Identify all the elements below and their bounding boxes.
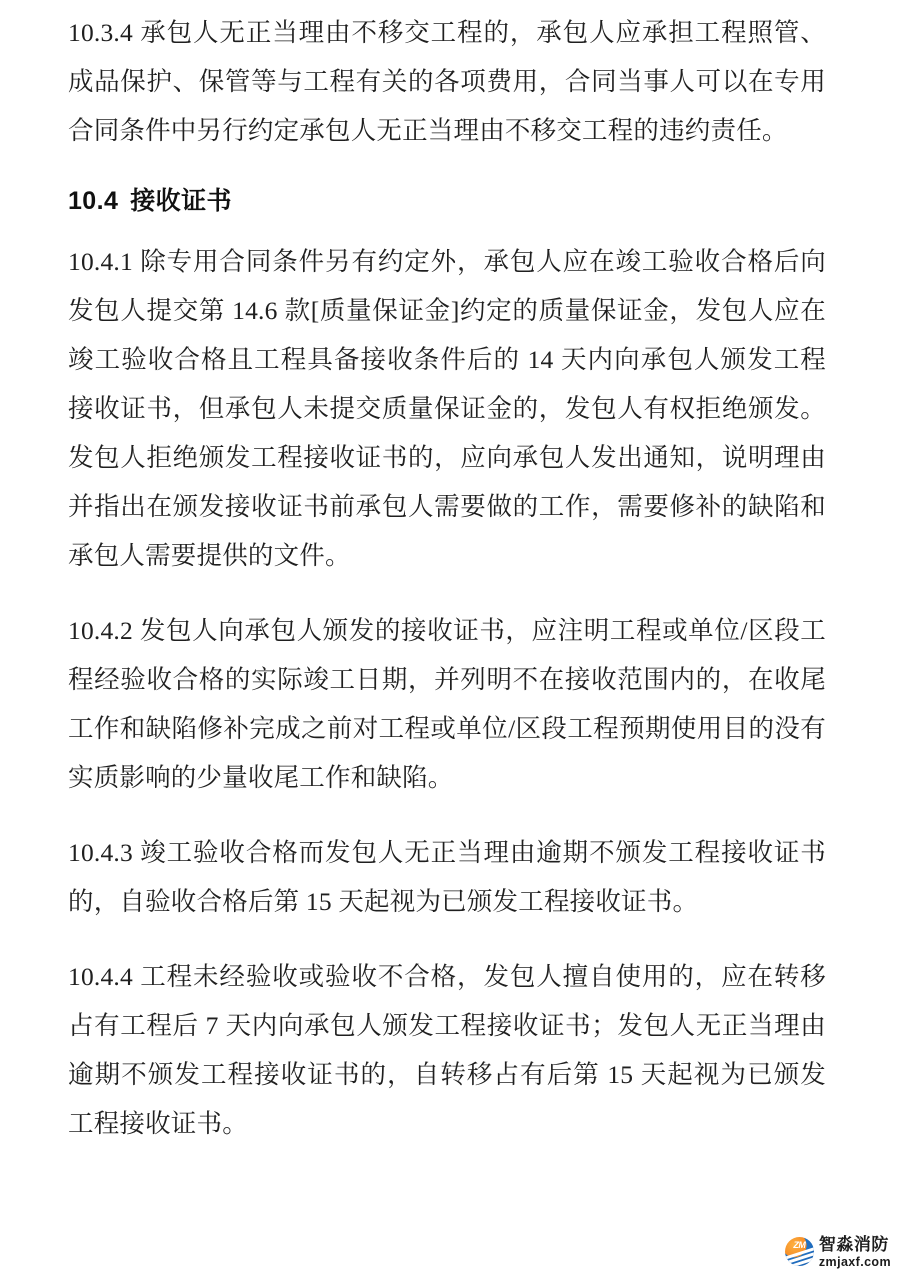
watermark-text-block	[819, 1236, 891, 1269]
watermark-site-url: zmjaxf.com	[818, 1254, 891, 1269]
section-heading-number: 10.4	[68, 187, 119, 215]
paragraph-10-4-3: 10.4.3 竣工验收合格而发包人无正当理由逾期不颁发工程接收证书的，自验收合格后第 15 天起视为已颁发工程接收证书。	[68, 838, 826, 916]
logo-monogram: ZM	[793, 1240, 806, 1251]
document-body	[68, 0, 826, 1148]
paragraph-10-4-2: 10.4.2 发包人向承包人颁发的接收证书，应注明工程或单位/区段工程经验收合格的实际竣工日期，并列明不在接收范围内的，在收尾工作和缺陷修补完成之前对工程或单位/区段工程预期使用目的没有实质影响的少量收尾工作和缺陷。	[68, 616, 826, 792]
company-logo-icon	[785, 1237, 814, 1266]
section-heading-10-4	[68, 181, 826, 221]
paragraph-10-3-4: 10.3.4 承包人无正当理由不移交工程的，承包人应承担工程照管、成品保护、保管等与工程有关的各项费用，合同当事人可以在专用合同条件中另行约定承包人无正当理由不移交工程的违约责任。	[68, 18, 826, 145]
paragraph-10-4-4: 10.4.4 工程未经验收或验收不合格，发包人擅自使用的，应在转移占有工程后 7 天内向承包人颁发工程接收证书；发包人无正当理由逾期不颁发工程接收证书的，自转移占有后第 15 天起视为已颁发工程接收证书。	[68, 962, 826, 1138]
watermark-company-name: 智淼消防	[818, 1234, 889, 1254]
site-watermark	[785, 1236, 891, 1269]
paragraph-10-4-1: 10.4.1 除专用合同条件另有约定外，承包人应在竣工验收合格后向发包人提交第 14.6 款[质量保证金]约定的质量保证金，发包人应在竣工验收合格且工程具备接收条件后的 14 天内向承包人颁发工程接收证书，但承包人未提交质量保证金的，发包人有权拒绝颁发。发包人拒绝颁发工程接收证书的，应向承包人发出通知，说明理由并指出在颁发接收证书前承包人需要做的工作，需要修补的缺陷和承包人需要提供的文件。	[68, 247, 826, 570]
section-heading-title: 接收证书	[130, 187, 232, 215]
